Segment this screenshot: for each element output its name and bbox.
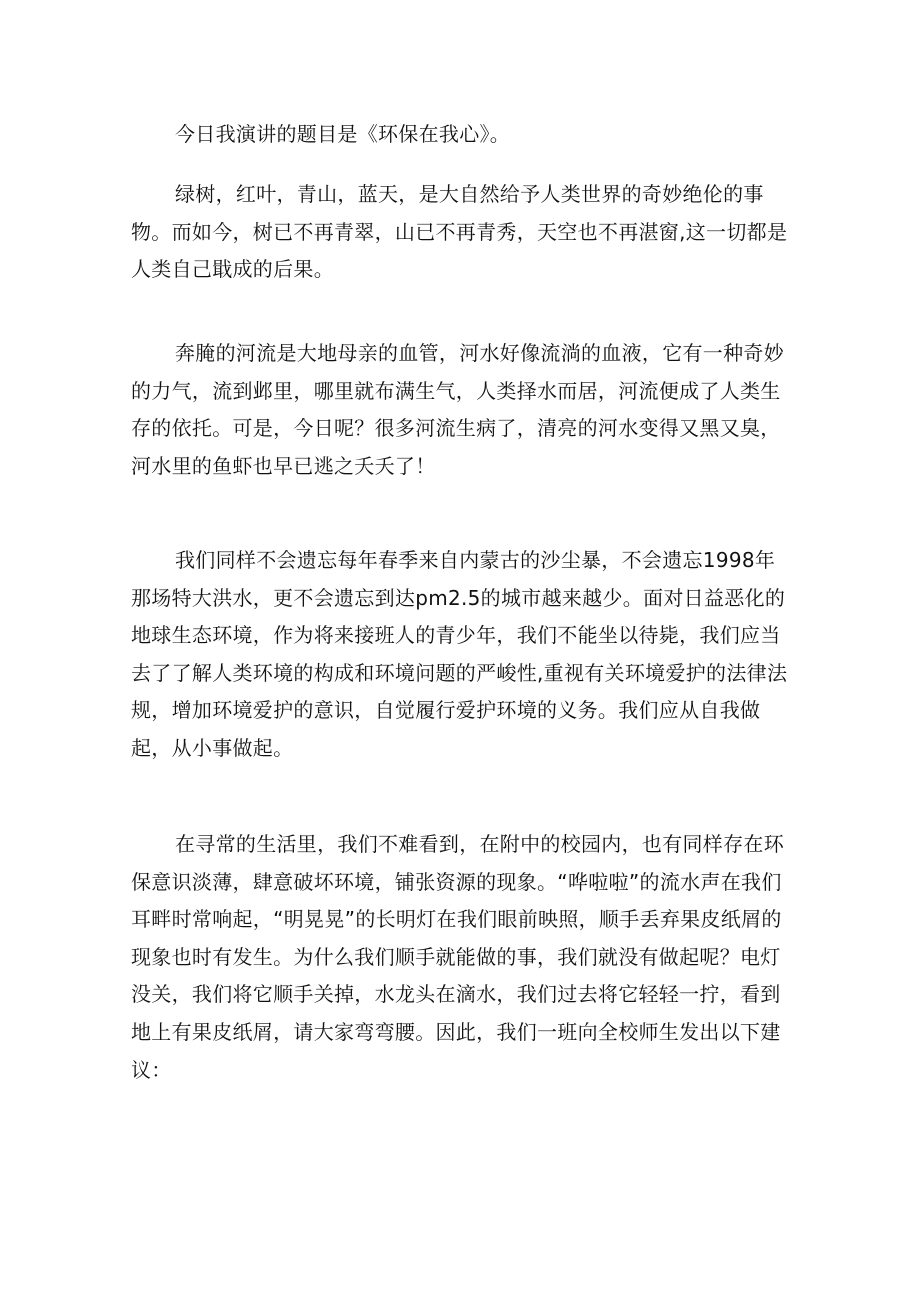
paragraph-2: 绿树，红叶，青山，蓝天，是大自然给予人类世界的奇妙绝伦的事物。而如今，树已不再青翠，山已不再青秀，天空也不再湛窗,这一切都是人类自己戢成的后果。 bbox=[131, 182, 788, 282]
paragraph-5: 在寻常的生活里，我们不难看到，在附中的校园内，也有同样存在环保意识淡薄，肆意破坏环境，铺张资源的现象。“哗啦啦”的流水声在我们耳畔时常响起，“明晃晃”的长明灯在我们眼前映照，顺手丢弃果皮纸屑的现象也时有发生。为什么我们顺手就能做的事，我们就没有做起呢？电灯没关，我们将它顺手关掉，水龙头在滴水，我们过去将它轻轻一拧，看到地上有果皮纸屑，请大家弯弯腰。因此，我们一班向全校师生发出以下建议： bbox=[131, 832, 784, 1082]
paragraph-3: 奔腌的河流是大地母亲的血管，河水好像流淌的血液，它有一种奇妙的力气，流到邺里，哪里就布满生气，人类择水而居，河流便成了人类生存的依托。可是，今日呢？很多河流生病了，清亮的河水变得又黑又臭，河水里的鱼虾也早已逃之夭夭了！ bbox=[131, 341, 784, 478]
paragraph-1: 今日我演讲的题目是《环保在我心》。 bbox=[175, 122, 511, 146]
paragraph-4: 我们同样不会遗忘每年春季来自内蒙古的沙尘暴，不会遗忘1998年那场特大洪水，更不会遗忘到达pm2.5的城市越来越少。面对日益恶化的地球生态环境，作为将来接班人的青少年，我们不能坐以待毙，我们应当去了了解人类环境的构成和环境问题的严峻性,重视有关环境爱护的法律法规，增加环境爱护的意识，自觉履行爱护环境的义务。我们应从自我做起，从小事做起。 bbox=[131, 548, 788, 760]
